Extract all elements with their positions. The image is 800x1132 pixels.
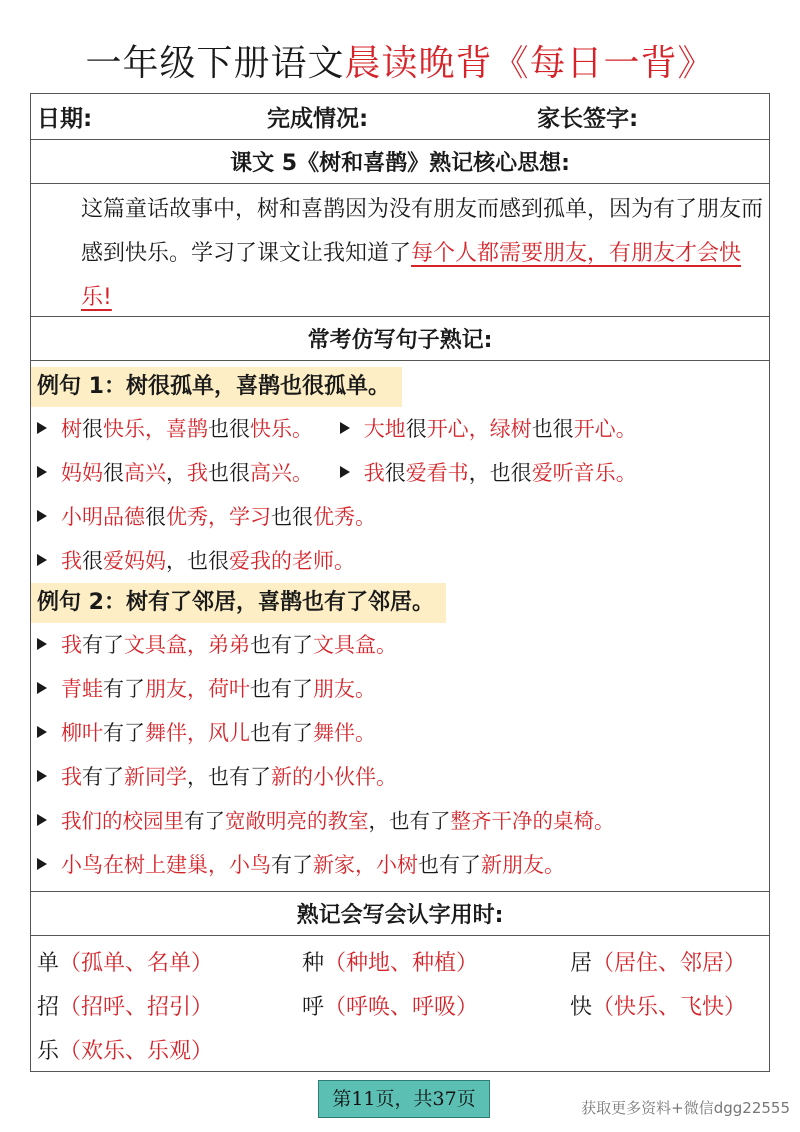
words-section [31,936,769,1072]
sentence-segment: 舞伴 [313,721,355,745]
word-entry [37,942,302,986]
triangle-bullet-icon [37,858,47,870]
title-main: 一年级下册语文 [85,43,345,84]
header-row [31,94,769,140]
summary-highlight: 每个人都需要朋友，有朋友才会快乐! [81,241,742,310]
sentence-segment: ， [468,417,490,441]
sentence-segment: 。 [355,677,376,701]
sentence-segment: 。 [334,549,355,573]
sentence-segment: 。 [544,853,565,877]
sentence-segment: ，也有了 [368,809,451,833]
sentence-segment: 小树 [376,853,418,877]
sentence-segment: 我们的校园里 [61,809,184,833]
sentence-segment: 也有了 [418,853,481,877]
sentence-segment: 小鸟在树上建巢 [61,853,208,877]
sentence-segment: 荷叶 [208,677,250,701]
sentence-segment: 也很 [208,417,250,441]
sentence [61,505,376,529]
word-char: 快 [570,995,593,1020]
summary-plain: 这篇童话故事中，树和喜鹊因为没有朋友而感到孤单，因为有了朋友而感到快乐。学习了课文让我知道了 [81,197,764,266]
word-examples: （快乐、飞快） [592,995,747,1020]
sentence-segment: 。 [376,765,397,789]
date-label: 日期: [37,106,93,132]
sentence-segment: 新同学 [124,765,187,789]
page-number: 第11页，共37页 [318,1080,490,1118]
triangle-bullet-icon [37,638,47,650]
sentence-segment: 。 [292,461,313,485]
sentence-segment: ，也很 [166,549,229,573]
sentence-segment: 有了 [184,809,225,833]
sentence-segment: 绿树 [489,417,532,441]
sentence-segment: 柳叶 [61,721,103,745]
sentence-segment: 我 [61,633,82,657]
sentence-segment: 快乐 [250,417,292,441]
word-entry [302,986,570,1030]
sentence-segment: 我 [61,549,82,573]
sentence [364,417,637,441]
sentence-segment: 。 [615,461,637,485]
sentence-segment: 有了 [82,633,124,657]
triangle-bullet-icon [37,422,47,434]
sentence [61,853,565,877]
word-char: 居 [570,951,593,976]
sentence-segment: 喜鹊 [166,417,208,441]
sentence-segment: 小明品德 [61,505,145,529]
sentence-segment: 学习 [229,505,271,529]
triangle-bullet-icon [37,814,47,826]
sentence-segment: 风儿 [208,721,250,745]
word-char: 种 [302,951,325,976]
sentence [61,765,397,789]
sentence-row [31,799,769,843]
sentence-segment: 很 [405,417,427,441]
sentence-segment: 很 [82,549,103,573]
example-sentence-1: 例句 1：树很孤单，喜鹊也很孤单。 [31,367,402,407]
sentence-segment: 也有了 [250,677,313,701]
sentence-segment: 新朋友 [481,853,544,877]
sentence-row [31,407,769,451]
sentence-segment: 开心 [426,417,469,441]
sentence-segment: 文具盒 [124,633,187,657]
sentence-segment: 。 [292,417,313,441]
triangle-bullet-icon [37,770,47,782]
lesson-heading: 课文 5《树和喜鹊》熟记核心思想: [31,140,769,184]
sentence-row [31,755,769,799]
sentence-segment: 朋友 [313,677,355,701]
word-char: 招 [37,995,60,1020]
sentence-segment: 高兴 [250,461,292,485]
sentence-row [31,843,769,887]
sentence-segment: ，也有了 [187,765,271,789]
sentence-segment: 。 [355,505,376,529]
word-examples: （孤单、名单） [59,951,214,976]
sentence-segment: 爱 [229,549,250,573]
sentence-segment: 也很 [531,417,574,441]
sentence-segment: 有了 [271,853,313,877]
sentence [61,633,397,657]
sentence-segment: 我的老师 [250,549,334,573]
word-entry [302,942,570,986]
sentence-row [31,451,769,495]
sentence-segment: 。 [355,721,376,745]
sentence [61,677,376,701]
page-title [0,38,800,90]
completion-label: 完成情况: [267,106,369,132]
sentence-segment: 整齐干净的桌椅 [450,809,594,833]
sentence-segment: 小鸟 [229,853,271,877]
sentence-segment: 有了 [103,721,145,745]
sentence-segment: 。 [615,417,637,441]
sentence-segment: 青蛙 [61,677,103,701]
word-examples: （种地、种植） [324,951,479,976]
word-entry [37,1030,302,1074]
sentence-segment: 我 [61,765,82,789]
sentence-segment: 优秀 [166,505,208,529]
word-entry [570,986,770,1030]
sentence-row [31,667,769,711]
sentence-segment: 优秀 [313,505,355,529]
worksheet-frame [30,93,770,1072]
imitation-examples [31,361,769,892]
sentence [364,461,637,485]
sentence-segment: 我 [187,461,208,485]
example-sentence-2: 例句 2：树有了邻居，喜鹊也有了邻居。 [31,583,446,623]
sentence [61,721,376,745]
triangle-bullet-icon [37,554,47,566]
sentence-segment: 也很 [271,505,313,529]
lesson-summary [31,184,769,317]
sentence-segment: 有了 [82,765,124,789]
sentence-segment: 舞伴 [145,721,187,745]
sentence-segment: ，也很 [468,461,532,485]
word-grid [37,942,763,1074]
sentence-segment: 也有了 [250,721,313,745]
sentence-segment: 很 [145,505,166,529]
sentence-segment: 宽敞明亮的教室 [225,809,369,833]
sentence-segment: 高兴 [124,461,166,485]
word-char: 呼 [302,995,325,1020]
sentence-segment: 新家 [313,853,355,877]
word-char: 单 [37,951,60,976]
word-entry [37,986,302,1030]
sentence-row [31,495,769,539]
word-examples: （呼唤、呼吸） [324,995,479,1020]
sentence-segment: ， [166,461,187,485]
words-heading: 熟记会写会认字用时: [31,892,769,936]
sentence [61,549,355,573]
sentence-row [31,539,769,583]
triangle-bullet-icon [37,466,47,478]
word-examples: （招呼、招引） [59,995,214,1020]
sentence-segment: 妈妈 [61,461,103,485]
sentence-segment: 。 [594,809,615,833]
triangle-bullet-icon [37,510,47,522]
imitation-heading: 常考仿写句子熟记: [31,317,769,361]
triangle-bullet-icon [37,682,47,694]
triangle-bullet-icon [340,466,350,478]
sentence-segment: 很 [82,417,103,441]
sentence-segment: 很 [384,461,406,485]
triangle-bullet-icon [340,422,350,434]
title-accent: 晨读晚背《每日一背》 [344,43,715,84]
sentence-row [31,623,769,667]
sentence-segment: 快乐 [103,417,145,441]
sentence-segment: 我 [363,461,385,485]
sentence-segment: ， [208,853,229,877]
word-char: 乐 [37,1039,60,1064]
sentence [61,809,615,833]
sentence-segment: ， [187,677,208,701]
sentence-segment: 也很 [208,461,250,485]
word-examples: （居住、邻居） [592,951,747,976]
sentence-segment: 爱看书 [405,461,469,485]
sentence-segment: 大地 [363,417,406,441]
sentence-segment: 文具盒 [313,633,376,657]
sentence-segment: ， [208,505,229,529]
sentence-segment: 。 [376,633,397,657]
sentence-row [31,711,769,755]
watermark: 获取更多资料+微信dgg22555 [581,1099,790,1117]
sentence-segment: 开心 [573,417,616,441]
sentence [61,461,313,485]
sentence-segment: 很 [103,461,124,485]
sentence-segment: ， [355,853,376,877]
sentence-segment: ， [187,633,208,657]
triangle-bullet-icon [37,726,47,738]
sentence-segment: 新的小伙伴 [271,765,376,789]
word-examples: （欢乐、乐观） [59,1039,214,1064]
sentence-segment: ， [145,417,166,441]
sentence-segment: 朋友 [145,677,187,701]
summary-paragraph [37,188,763,320]
sentence-segment: 爱听音乐 [531,461,616,485]
sentence-segment: 也有了 [250,633,313,657]
sentence-segment: 树 [61,417,82,441]
signature-label: 家长签字: [537,106,639,132]
word-entry [570,942,770,986]
sentence-segment: 有了 [103,677,145,701]
sentence-segment: 爱妈妈 [103,549,166,573]
sentence-segment: 弟弟 [208,633,250,657]
sentence-segment: ， [187,721,208,745]
sentence [61,417,313,441]
